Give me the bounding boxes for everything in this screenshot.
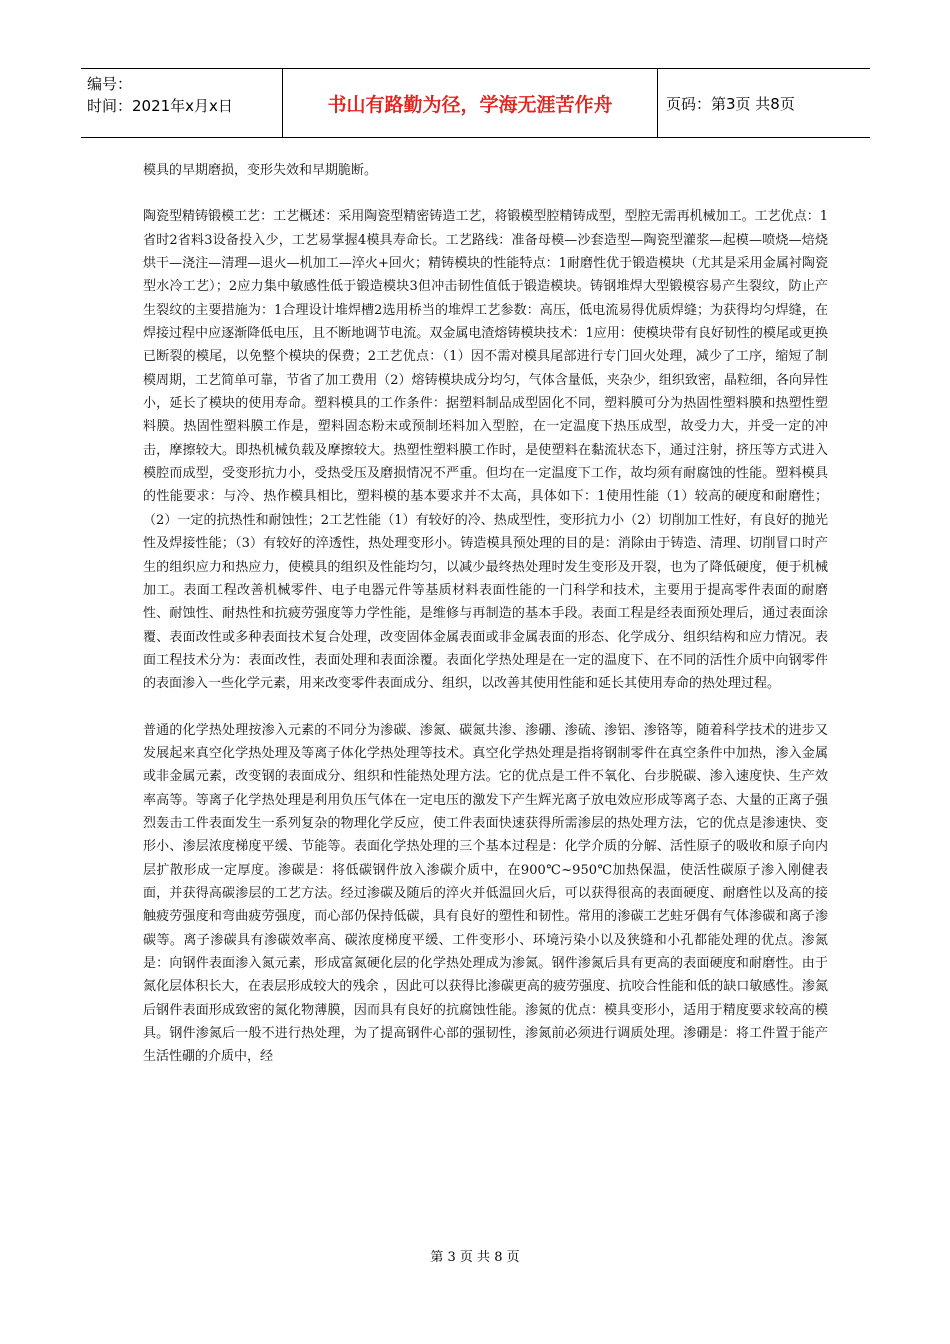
header-page-info: 页码：第3页 共8页: [666, 94, 795, 113]
paragraph: 陶瓷型精铸锻模工艺：工艺概述：采用陶瓷型精密铸造工艺，将锻模型腔精铸成型，型腔无需再机械加工。工艺优点：1省时2省料3设备投入少，工艺易掌握4模具寿命长。工艺路线：准备母模—沙套造型—陶瓷型灌浆—起模—喷烧—焙烧烘干—浇注—清理—退火—机加工—淬火+回火；精铸模块的性能特点：1耐磨性优于锻造模块（尤其是采用金属衬陶瓷型水冷工艺）；2应力集中敏感性低于锻造模块3但冲击韧性值低于锻造模块。铸钢堆焊大型锻模容易产生裂纹，防止产生裂纹的主要措施为：1合理设计堆焊槽2选用桥当的堆焊工艺参数：高压，低电流易得优质焊缝；为获得均匀焊缝，在焊接过程中应逐渐降低电压，且不断地调节电流。双金属电渣熔铸模块技术：1应用：使模块带有良好韧性的模尾或更换已断裂的模尾，以免整个模块的保费；2工艺优点：（1）因不需对模具尾部进行专门回火处理，减少了工序，缩短了制模周期，工艺简单可靠，节省了加工费用（2）熔铸模块成分均匀，气体含量低，夹杂少，组织致密，晶粒细，各向异性小，延长了模块的使用寿命。塑料模具的工作条件：据塑料制品成型固化不同，塑料膜可分为热固性塑料膜和热塑性塑料膜。热固性塑料膜工作是，塑料固态粉末或预制坯料加入型腔，在一定温度下热压成型，故受力大，并受一定的冲击，摩擦较大。即热机械负载及摩擦较大。热塑性塑料膜工作时，是使塑料在黏流状态下，通过注射，挤压等方式进入模腔而成型，受变形抗力小，受热受压及磨损情况不严重。但均在一定温度下工作，故均须有耐腐蚀的性能。塑料模具的性能要求：与冷、热作模具相比，塑料模的基本要求并不太高，具体如下：1使用性能（1）较高的硬度和耐磨性；（2）一定的抗热性和耐蚀性；2工艺性能（1）有较好的冷、热成型性，变形抗力小（2）切削加工性好，有良好的抛光性及焊接性能；（3）有较好的淬透性，热处理变形小。铸造模具预处理的目的是：消除由于铸造、清理、切削冒口时产生的组织应力和热应力，使模具的组织及性能均匀，以减少最终热处理时发生变形及开裂，也为了降低硬度，便于机械加工。表面工程改善机械零件、电子电器元件等基质材料表面性能的一门科学和技术，主要用于提高零件表面的耐磨性、耐蚀性、耐热性和抗疲劳强度等力学性能，是维修与再制造的基本手段。表面工程是经表面预处理后，通过表面涂覆、表面改性或多种表面技术复合处理，改变固体金属表面或非金属表面的形态、化学成分、组织结构和应力情况。表面工程技术分为：表面改性，表面处理和表面涂覆。表面化学热处理是在一定的温度下、在不同的活性介质中向钢零件的表面渗入一些化学元素，用来改变零件表面成分、组织，以改善其使用性能和延长其使用寿命的热处理过程。: [143, 209, 828, 692]
document-body: [143, 159, 828, 1069]
paragraph: 普通的化学热处理按渗入元素的不同分为渗碳、渗氮、碳氮共渗、渗硼、渗硫、渗铝、渗铬等，随着科学技术的进步又发展起来真空化学热处理及等离子体化学热处理等技术。真空化学热处理是指将钢制零件在真空条件中加热，渗入金属或非金属元素，改变钢的表面成分、组织和性能热处理方法。它的优点是工件不氧化、台步脱碳、渗入速度快、生产效率高等。等离子化学热处理是利用负压气体在一定电压的激发下产生辉光离子放电效应形成等离子态、大量的正离子强烈轰击工件表面发生一系列复杂的物理化学反应，使工件表面快速获得所需渗层的热处理方法，它的优点是渗速快、变形小、渗层浓度梯度平缓、节能等。表面化学热处理的三个基本过程是：化学介质的分解、活性原子的吸收和原子向内层扩散形成一定厚度。渗碳是：将低碳钢件放入渗碳介质中，在900℃~950℃加热保温，使活性碳原子渗入刚健表面，并获得高碳渗层的工艺方法。经过渗碳及随后的淬火并低温回火后，可以获得很高的表面硬度、耐磨性以及高的接触疲劳强度和弯曲疲劳强度，而心部仍保持低碳，具有良好的塑性和韧性。常用的渗碳工艺蛀牙偶有气体渗碳和离子渗碳等。离子渗碳具有渗碳效率高、碳浓度梯度平缓、工件变形小、环境污染小以及狭缝和小孔都能处理的优点。渗氮是：向钢件表面渗入氮元素，形成富氮硬化层的化学热处理成为渗氮。钢件渗氮后具有更高的表面硬度和耐磨性。由于氮化层体积长大，在表层形成较大的残余 ，因此可以获得比渗碳更高的疲劳强度、抗咬合性能和低的缺口敏感性。渗氮后钢件表面形成致密的氮化物薄膜，因而具有良好的抗腐蚀性能。渗氮的优点：模具变形小，适用于精度要求较高的模具。钢件渗氮后一般不进行热处理，为了提高钢件心部的强韧性，渗氮前必须进行调质处理。渗硼是：将工件置于能产生活性硼的介质中，经: [143, 722, 828, 1065]
document-date: 时间：2021年x月x日: [87, 97, 233, 115]
page-footer: 第 3 页 共 8 页: [430, 1250, 520, 1265]
document-number-label: 编号：: [87, 75, 133, 93]
header-motto: 书山有路勤为径，学海无涯苦作舟: [282, 69, 658, 137]
paragraph: 模具的早期磨损，变形失效和早期脆断。: [143, 163, 378, 178]
header-meta: [81, 69, 282, 137]
page-header: [81, 68, 870, 138]
